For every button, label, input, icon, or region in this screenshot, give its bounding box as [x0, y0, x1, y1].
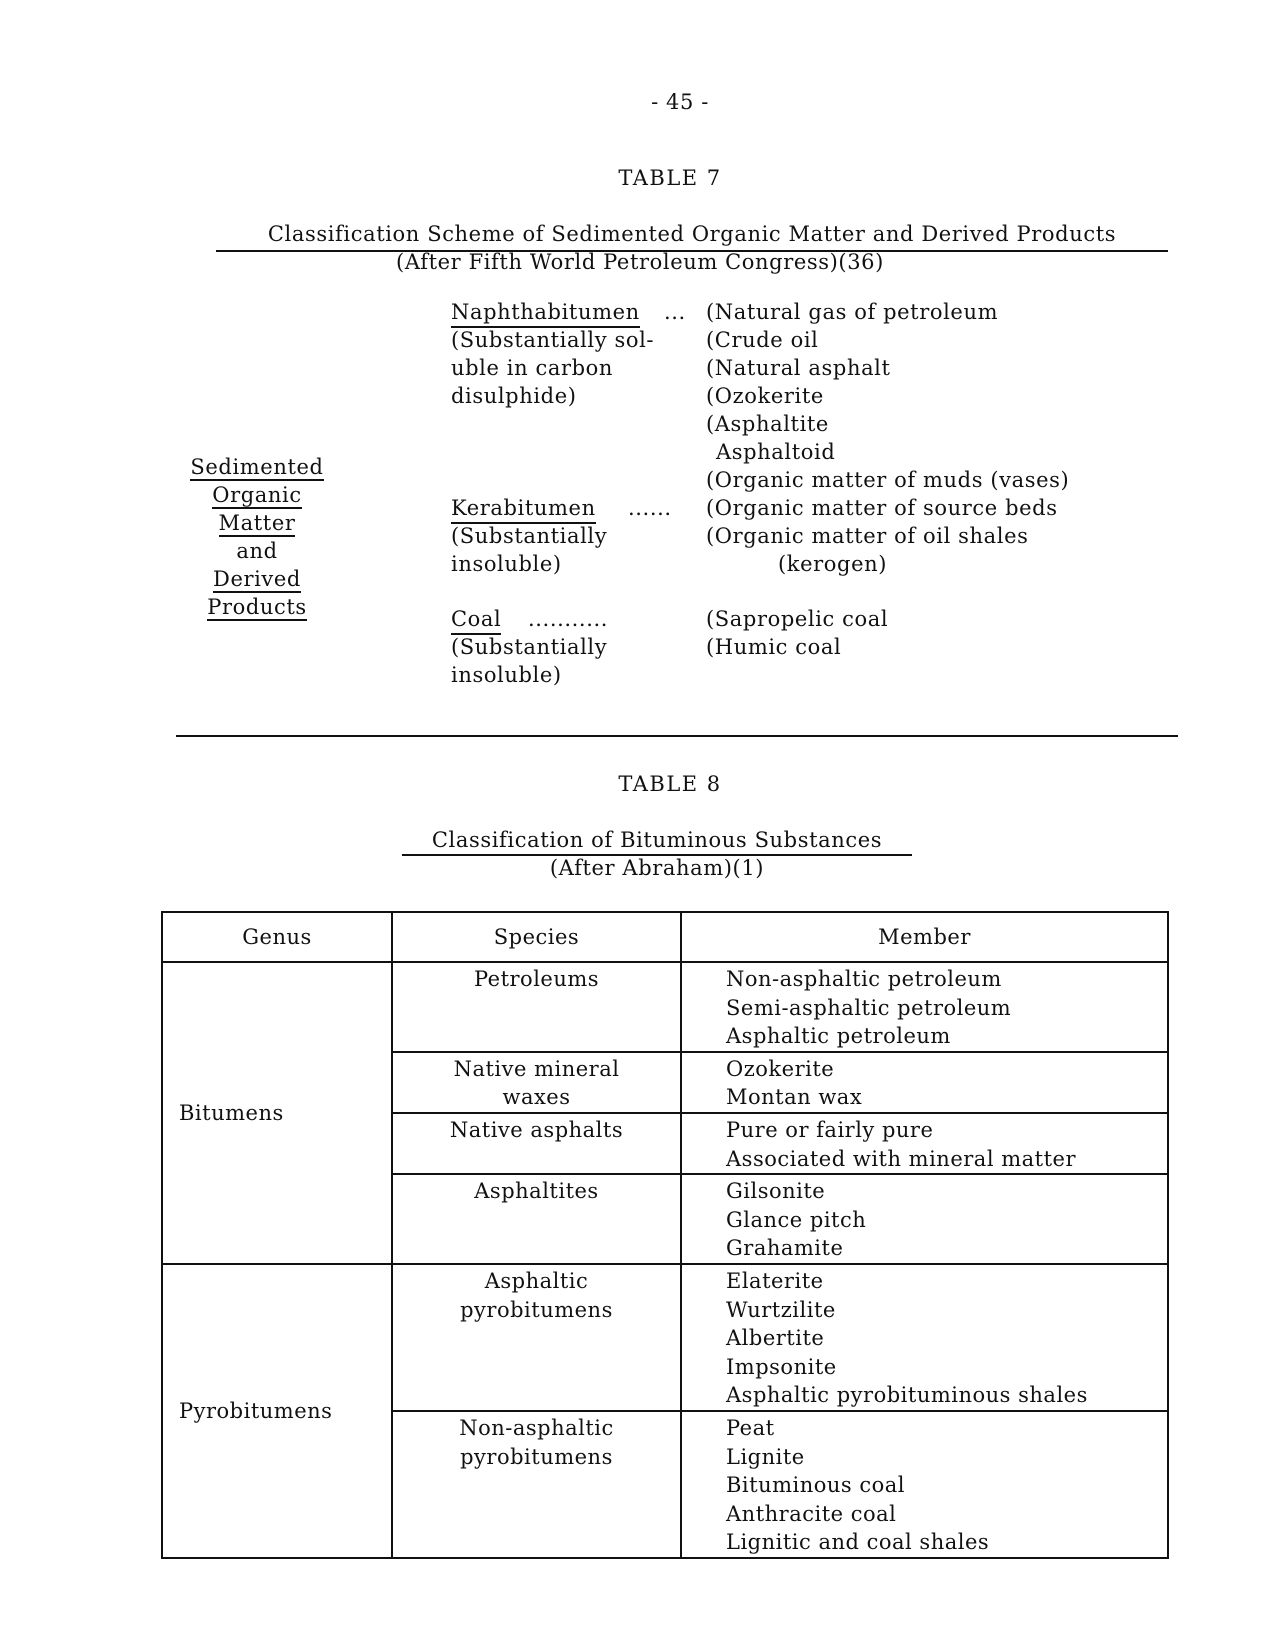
member-line: Non-asphaltic petroleum [726, 967, 1002, 991]
member-line: Bituminous coal [726, 1473, 906, 1498]
member-line: Associated with mineral matter [726, 1146, 1076, 1171]
member-line: Ozokerite [726, 1056, 835, 1081]
species-line: pyrobitumens [460, 1444, 613, 1469]
table8-subtitle: (After Abraham)(1) [549, 856, 765, 880]
member-cell [681, 1052, 1168, 1113]
group-leader: ........... [528, 607, 609, 631]
member-cell [681, 962, 1168, 1052]
species-line: Asphaltites [474, 1179, 599, 1204]
member-line: Asphaltic pyrobituminous shales [726, 1383, 1088, 1408]
species-line: Native mineral [453, 1056, 620, 1081]
member-line: Anthracite coal [726, 1501, 897, 1526]
header-genus: Genus [162, 912, 392, 962]
root-line: and [236, 539, 278, 563]
species-cell [392, 1264, 681, 1411]
table-row [162, 1264, 1168, 1411]
header-species: Species [392, 912, 681, 962]
species-line: pyrobitumens [460, 1297, 613, 1322]
desc-line: (Substantially [451, 635, 608, 659]
group-name: Kerabitumen [451, 494, 596, 524]
member-line: Albertite [726, 1326, 825, 1351]
member-line: Gilsonite [726, 1179, 826, 1204]
table-row [162, 962, 1168, 1052]
desc-line: insoluble) [451, 552, 562, 576]
species-line: Native asphalts [449, 1117, 624, 1142]
root-line: Organic [212, 483, 302, 507]
group-naphthabitumen [451, 298, 640, 328]
species-line: Petroleums [473, 967, 600, 991]
table8-label: TABLE 8 [618, 772, 722, 796]
species-line: Non-asphaltic [459, 1415, 614, 1440]
member-line: (Organic matter of muds (vases) [706, 468, 1070, 492]
species-line: Asphaltic [484, 1268, 589, 1293]
member-cell [681, 1411, 1168, 1558]
member-line: (Natural asphalt [706, 356, 891, 380]
group-desc [451, 633, 607, 689]
member-line: Montan wax [726, 1085, 863, 1110]
desc-line: insoluble) [451, 663, 562, 687]
member-line: (Organic matter of source beds [706, 496, 1058, 520]
root-line: Products [207, 595, 307, 619]
group-members [706, 298, 1069, 494]
member-line: Lignitic and coal shales [726, 1530, 990, 1555]
page-number: - 45 - [651, 90, 709, 114]
member-line: Semi-asphaltic petroleum [726, 995, 1012, 1020]
member-line: (Crude oil [706, 328, 819, 352]
table8-title: Classification of Bituminous Substances [402, 826, 912, 856]
table7-label: TABLE 7 [618, 166, 722, 190]
species-line: waxes [502, 1085, 571, 1110]
member-line: (Natural gas of petroleum [706, 300, 999, 324]
section-divider [176, 735, 1178, 737]
group-kerabitumen [451, 494, 596, 524]
group-desc [451, 326, 654, 410]
member-line: Grahamite [726, 1236, 844, 1261]
member-line: Asphaltic petroleum [726, 1024, 951, 1049]
member-line: (Organic matter of oil shales [706, 524, 1029, 548]
table7-title: Classification Scheme of Sedimented Organic Matter and Derived Products [216, 220, 1168, 252]
member-line: Pure or fairly pure [726, 1117, 934, 1142]
species-cell [392, 1174, 681, 1264]
species-cell [392, 962, 681, 1052]
group-leader: ...... [628, 496, 672, 520]
member-line: (Asphaltite [706, 412, 829, 436]
desc-line: (Substantially sol- [451, 328, 655, 352]
member-line: (kerogen) [778, 552, 888, 576]
member-line: (Humic coal [706, 635, 842, 659]
species-cell [392, 1113, 681, 1174]
group-name: Naphthabitumen [451, 298, 640, 328]
species-cell [392, 1052, 681, 1113]
member-line: Glance pitch [726, 1207, 867, 1232]
member-cell [681, 1113, 1168, 1174]
member-line: Wurtzilite [726, 1297, 836, 1322]
table7-subtitle: (After Fifth World Petroleum Congress)(36) [396, 250, 884, 274]
member-line: Elaterite [726, 1268, 824, 1293]
desc-line: uble in carbon [451, 356, 614, 380]
member-cell [681, 1264, 1168, 1411]
group-coal [451, 605, 501, 635]
header-member: Member [681, 912, 1168, 962]
member-line: Peat [726, 1415, 775, 1440]
root-line: Derived [213, 567, 301, 591]
table7-root-term [172, 453, 342, 621]
desc-line: disulphide) [451, 384, 577, 408]
member-line: (Ozokerite [706, 384, 824, 408]
member-line: (Sapropelic coal [706, 607, 889, 631]
genus-cell: Pyrobitumens [162, 1264, 392, 1558]
table-header-row [162, 912, 1168, 962]
group-name: Coal [451, 605, 501, 635]
member-line: Impsonite [726, 1354, 837, 1379]
genus-cell: Bitumens [162, 962, 392, 1264]
group-members [706, 494, 1058, 578]
member-line: Lignite [726, 1444, 805, 1469]
root-line: Matter [218, 511, 296, 535]
member-cell [681, 1174, 1168, 1264]
member-line: Asphaltoid [716, 440, 836, 464]
root-line: Sedimented [190, 455, 324, 479]
table8 [161, 911, 1169, 1559]
species-cell [392, 1411, 681, 1558]
group-desc [451, 522, 607, 578]
group-leader: ... [664, 300, 686, 324]
desc-line: (Substantially [451, 524, 608, 548]
group-members [706, 605, 888, 661]
